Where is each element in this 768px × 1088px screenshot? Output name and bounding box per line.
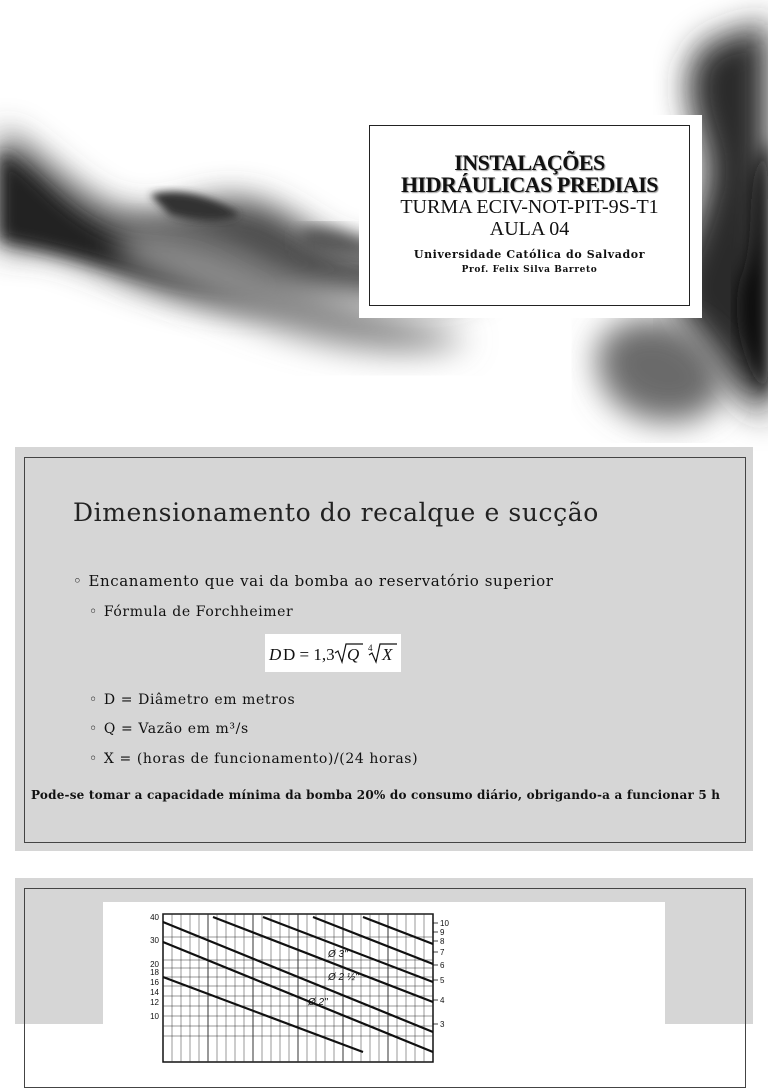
pipe-line bbox=[163, 977, 363, 1052]
content-slide bbox=[15, 447, 753, 851]
nomogram bbox=[103, 902, 665, 1042]
formula-x: X bbox=[382, 645, 393, 664]
formula-q: Q bbox=[347, 645, 360, 664]
title-frame bbox=[369, 125, 690, 306]
left-tick-label: 12 bbox=[150, 998, 159, 1007]
chart-slide bbox=[15, 878, 753, 1029]
pipe-label: Ø 3" bbox=[328, 949, 348, 960]
right-tick-label: 5 bbox=[440, 976, 445, 985]
right-tick-label: 7 bbox=[440, 948, 445, 957]
slide-frame bbox=[24, 457, 746, 843]
pipe-label: Ø 2 ½" bbox=[328, 972, 359, 983]
right-tick-label: 4 bbox=[440, 996, 445, 1005]
left-tick-label: 16 bbox=[150, 978, 159, 987]
left-tick-label: 18 bbox=[150, 968, 159, 977]
professor-name: Prof. Felix Silva Barreto bbox=[461, 265, 598, 275]
sub-bullet-item: ◦ D = Diâmetro em metros bbox=[89, 692, 296, 708]
bullet-circle-icon: ◦ bbox=[89, 604, 98, 620]
slide-frame bbox=[24, 888, 746, 1088]
bullet-circle-icon: ◦ bbox=[73, 572, 83, 590]
forchheimer-formula bbox=[265, 634, 401, 672]
bullet-circle-icon: ◦ bbox=[89, 692, 98, 708]
right-tick-label: 8 bbox=[440, 937, 445, 946]
pipe-line bbox=[213, 917, 433, 1002]
formula-image bbox=[265, 634, 401, 672]
bullet-circle-icon: ◦ bbox=[89, 751, 98, 767]
title-box bbox=[359, 115, 702, 318]
class-code: TURMA ECIV-NOT-PIT-9S-T1 bbox=[400, 196, 659, 218]
slide-title: Dimensionamento do recalque e sucção bbox=[73, 498, 599, 527]
chart-grid bbox=[163, 914, 433, 1062]
university-name: Universidade Católica do Salvador bbox=[413, 248, 646, 261]
svg-text:D: D bbox=[269, 645, 282, 664]
left-tick-label: 40 bbox=[150, 913, 159, 922]
pipe-sizing-chart-image bbox=[103, 902, 665, 1042]
lesson-number: AULA 04 bbox=[489, 218, 570, 240]
formula-root-index: 4 bbox=[368, 643, 373, 653]
sub-bullet-item: ◦ X = (horas de funcionamento)/(24 horas) bbox=[89, 751, 419, 767]
sub-bullet-item: ◦ Q = Vazão em m³/s bbox=[89, 721, 249, 737]
right-tick-label: 10 bbox=[440, 919, 449, 928]
course-title-line1: INSTALAÇÕES bbox=[454, 150, 605, 175]
right-tick-label: 6 bbox=[440, 961, 445, 970]
left-tick-label: 30 bbox=[150, 936, 159, 945]
left-axis-ticks bbox=[150, 913, 159, 1021]
formula-lhs: D = 1,3 bbox=[283, 645, 335, 664]
sub-bullet-item: ◦ Fórmula de Forchheimer bbox=[89, 604, 294, 620]
bullet-circle-icon: ◦ bbox=[89, 721, 98, 737]
slide-note: Pode-se tomar a capacidade mínima da bomba 20% do consumo diário, obrigando-a a funcionar 5 h bbox=[31, 788, 721, 802]
left-tick-label: 14 bbox=[150, 988, 159, 997]
right-tick-label: 3 bbox=[440, 1020, 445, 1029]
left-tick-label: 20 bbox=[150, 960, 159, 969]
bullet-item: ◦ Encanamento que vai da bomba ao reservatório superior bbox=[73, 572, 554, 590]
pipe-label: Ø 2" bbox=[308, 997, 328, 1008]
left-tick-label: 10 bbox=[150, 1012, 159, 1021]
course-title-line2: HIDRÁULICAS PREDIAIS bbox=[400, 172, 659, 197]
title-slide bbox=[0, 0, 768, 432]
right-tick-label: 9 bbox=[440, 928, 445, 937]
right-axis-ticks bbox=[433, 919, 449, 1029]
